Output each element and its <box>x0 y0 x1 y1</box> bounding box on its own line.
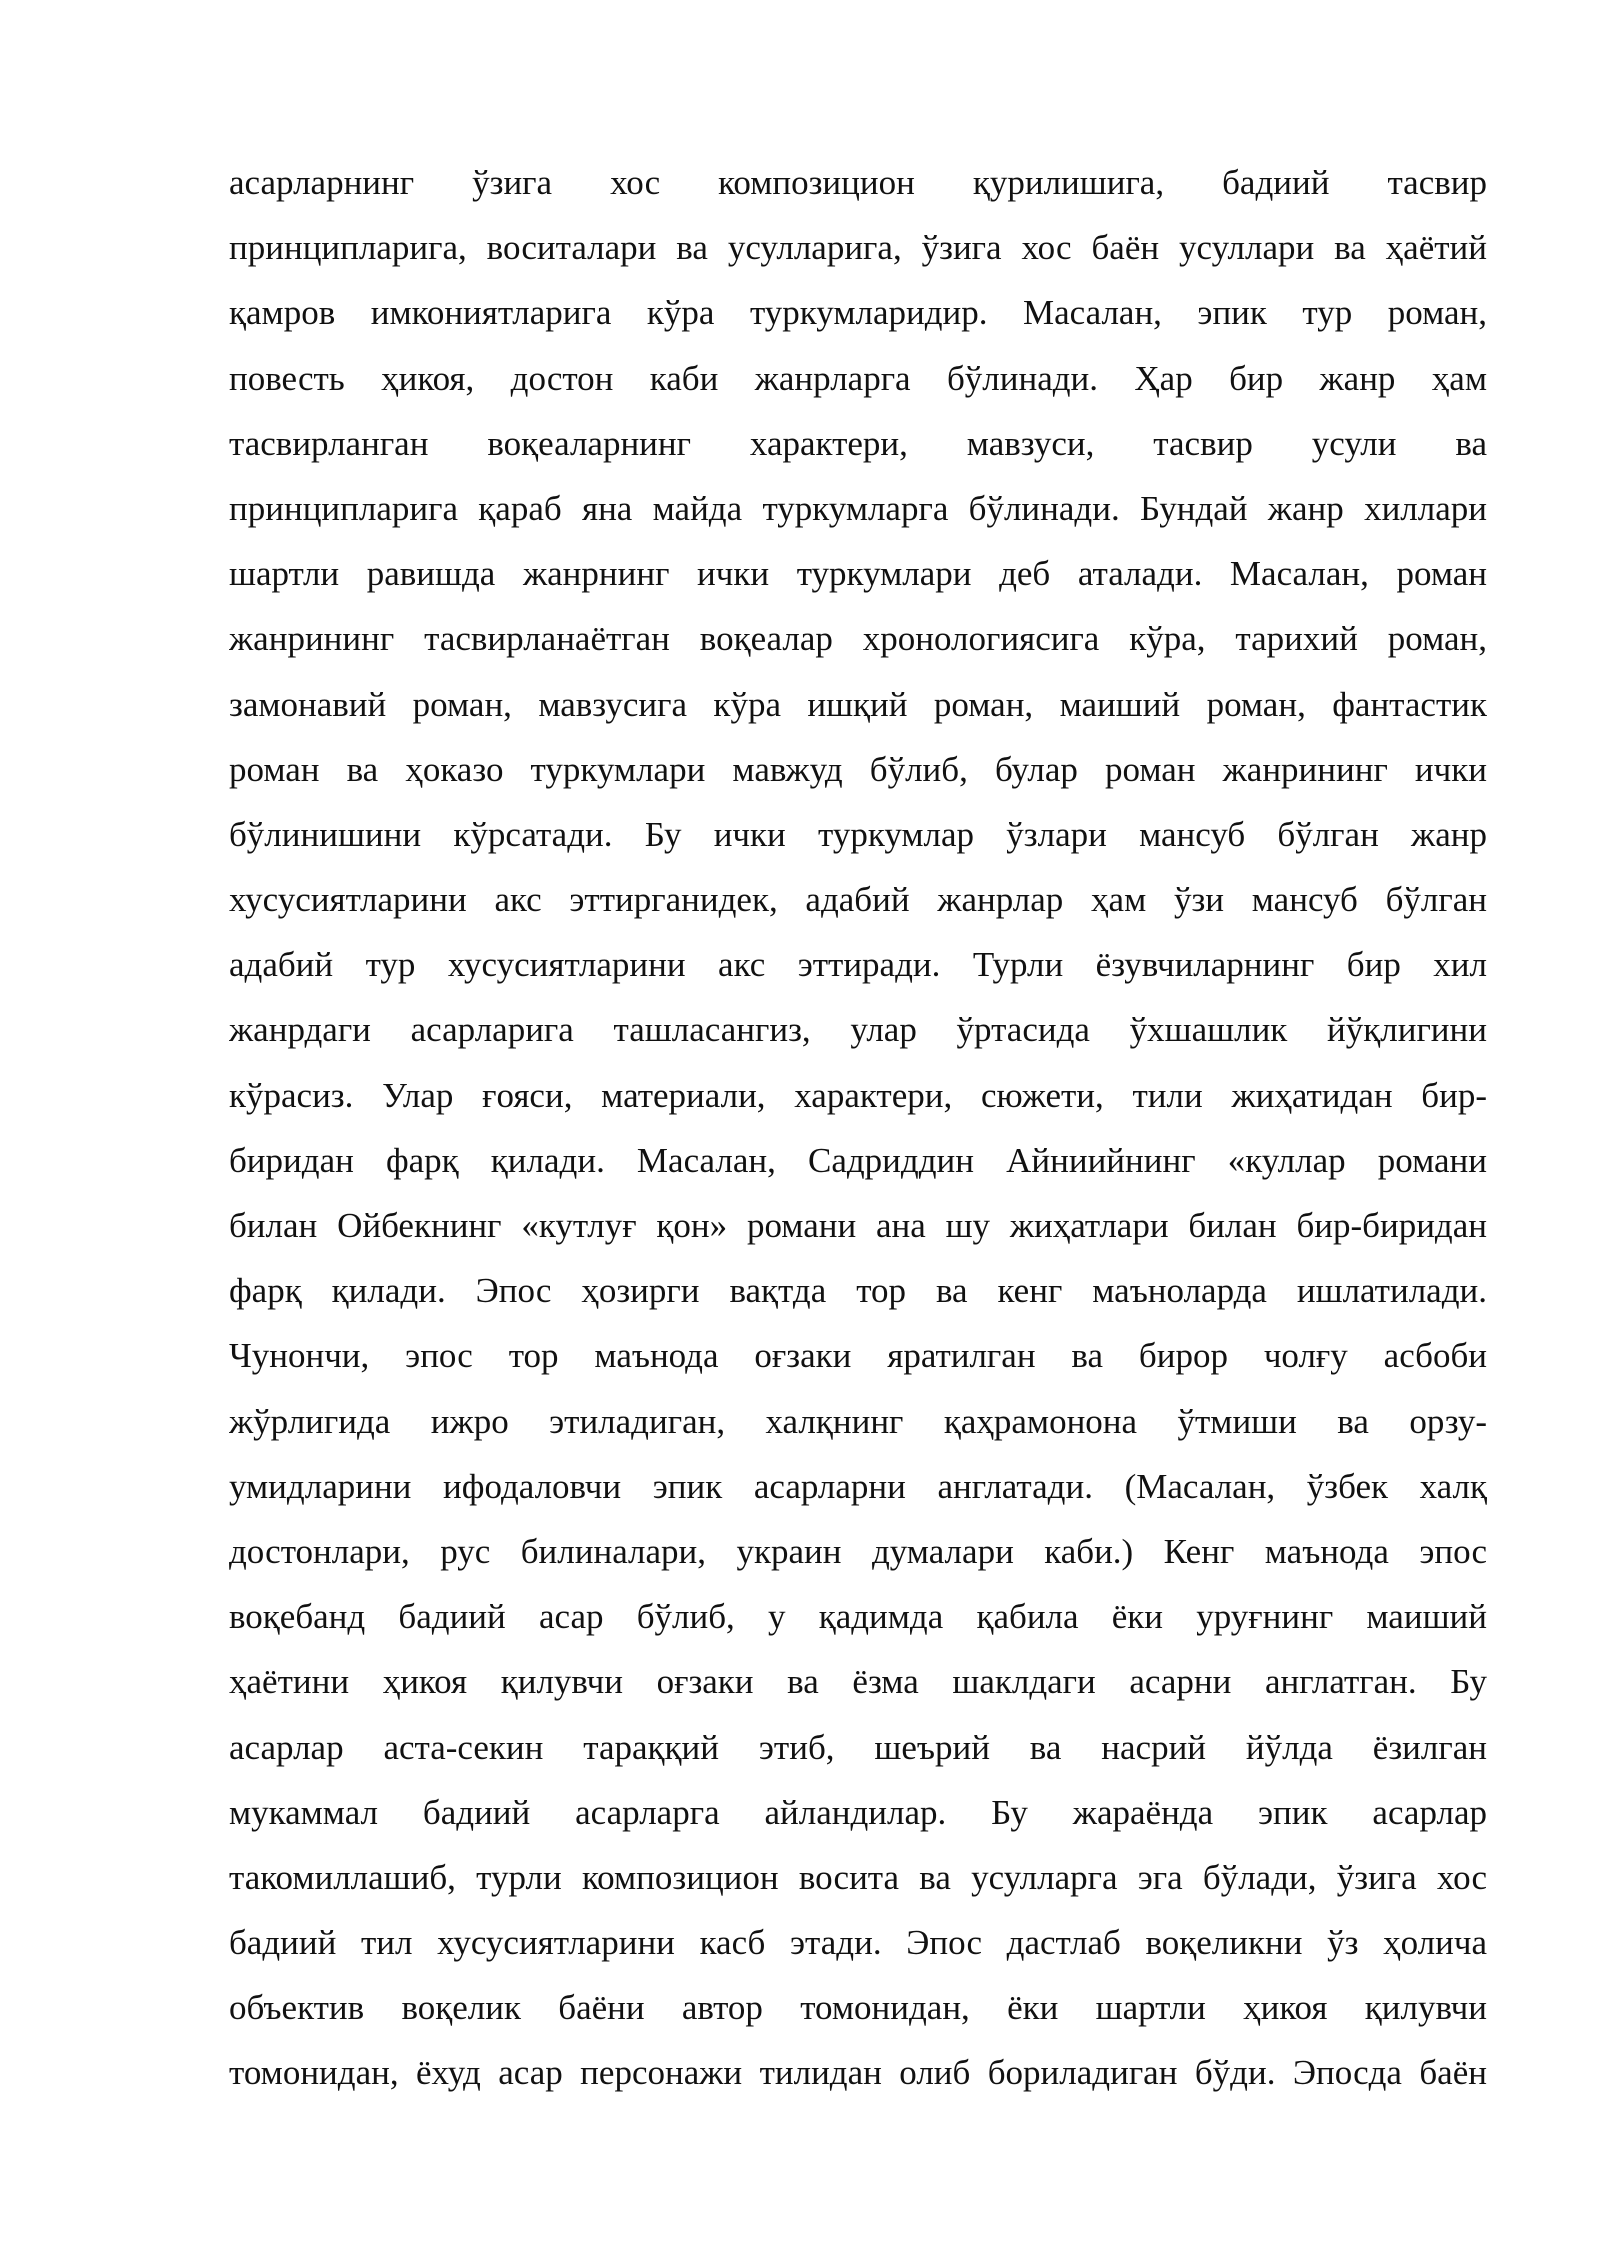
text-line-12: хусусиятларини акс эттирганидек, адабий жанрлар ҳам ўзи мансуб бўлган <box>229 880 1487 920</box>
text-line-3: қамров имкониятларига кўра туркумларидир. Масалан, эпик тур роман, <box>229 293 1487 333</box>
text-line-28: бадиий тил хусусиятларини касб этади. Эпос дастлаб воқеликни ўз ҳолича <box>229 1923 1487 1963</box>
text-line-23: воқебанд бадиий асар бўлиб, у қадимда қабила ёки уруғнинг маиший <box>229 1597 1487 1637</box>
text-line-29: объектив воқелик баёни автор томонидан, ёки шартли ҳикоя қилувчи <box>229 1988 1487 2028</box>
text-line-30: томонидан, ёхуд асар персонажи тилидан олиб бориладиган бўди. Эпосда баён <box>229 2053 1487 2093</box>
text-line-5: тасвирланган воқеаларнинг характери, мавзуси, тасвир усули ва <box>229 423 1487 463</box>
body-text <box>229 150 1487 2106</box>
text-line-18: фарқ қилади. Эпос ҳозирги вақтда тор ва кенг маъноларда ишлатилади. <box>229 1271 1487 1311</box>
text-line-8: жанрининг тасвирланаётган воқеалар хронологиясига кўра, тарихий роман, <box>229 619 1487 659</box>
text-line-21: умидларини ифодаловчи эпик асарларни англатади. (Масалан, ўзбек халқ <box>229 1466 1487 1506</box>
text-line-15: кўрасиз. Улар ғояси, материали, характери, сюжети, тили жиҳатидан бир- <box>229 1075 1487 1115</box>
text-line-10: роман ва ҳоказо туркумлари мавжуд бўлиб, булар роман жанрининг ички <box>229 749 1487 789</box>
text-line-7: шартли равишда жанрнинг ички туркумлари деб аталади. Масалан, роман <box>229 554 1487 594</box>
text-line-11: бўлинишини кўрсатади. Бу ички туркумлар ўзлари мансуб бўлган жанр <box>229 814 1487 854</box>
text-line-14: жанрдаги асарларига ташласангиз, улар ўртасида ўхшашлик йўқлигини <box>229 1010 1487 1050</box>
text-line-1: асарларнинг ўзига хос композицион қурилишига, бадиий тасвир <box>229 163 1487 202</box>
text-line-19: Чунончи, эпос тор маънода оғзаки яратилган ва бирор чолғу асбоби <box>229 1336 1487 1376</box>
text-line-24: ҳаётини ҳикоя қилувчи оғзаки ва ёзма шаклдаги асарни англатган. Бу <box>229 1662 1487 1702</box>
text-line-27: такомиллашиб, турли композицион восита ва усулларга эга бўлади, ўзига хос <box>229 1857 1487 1897</box>
text-line-2: принципларига, воситалари ва усулларига, ўзига хос баён усуллари ва ҳаётий <box>229 228 1487 268</box>
text-line-17: билан Ойбекнинг «кутлуғ қон» романи ана шу жиҳатлари билан бир-биридан <box>229 1206 1487 1245</box>
text-line-9: замонавий роман, мавзусига кўра ишқий роман, маиший роман, фантастик <box>229 684 1487 724</box>
text-line-22: достонлари, рус билиналари, украин думалари каби.) Кенг маънода эпос <box>229 1531 1487 1571</box>
text-line-26: мукаммал бадиий асарларга айландилар. Бу жараёнда эпик асарлар <box>229 1792 1487 1832</box>
text-line-4: повесть ҳикоя, достон каби жанрларга бўлинади. Ҳар бир жанр ҳам <box>229 358 1487 398</box>
text-line-6: принципларига қараб яна майда туркумларга бўлинади. Бундай жанр хиллари <box>229 488 1487 528</box>
text-line-13: адабий тур хусусиятларини акс эттиради. Турли ёзувчиларнинг бир хил <box>229 945 1487 985</box>
text-line-20: жўрлигида ижро этиладиган, халқнинг қаҳрамонона ўтмиши ва орзу- <box>229 1401 1487 1441</box>
text-line-16: биридан фарқ қилади. Масалан, Садриддин Айниийнинг «куллар романи <box>229 1140 1487 1180</box>
text-line-25: асарлар аста-секин тараққий этиб, шеърий ва насрий йўлда ёзилган <box>229 1727 1487 1767</box>
